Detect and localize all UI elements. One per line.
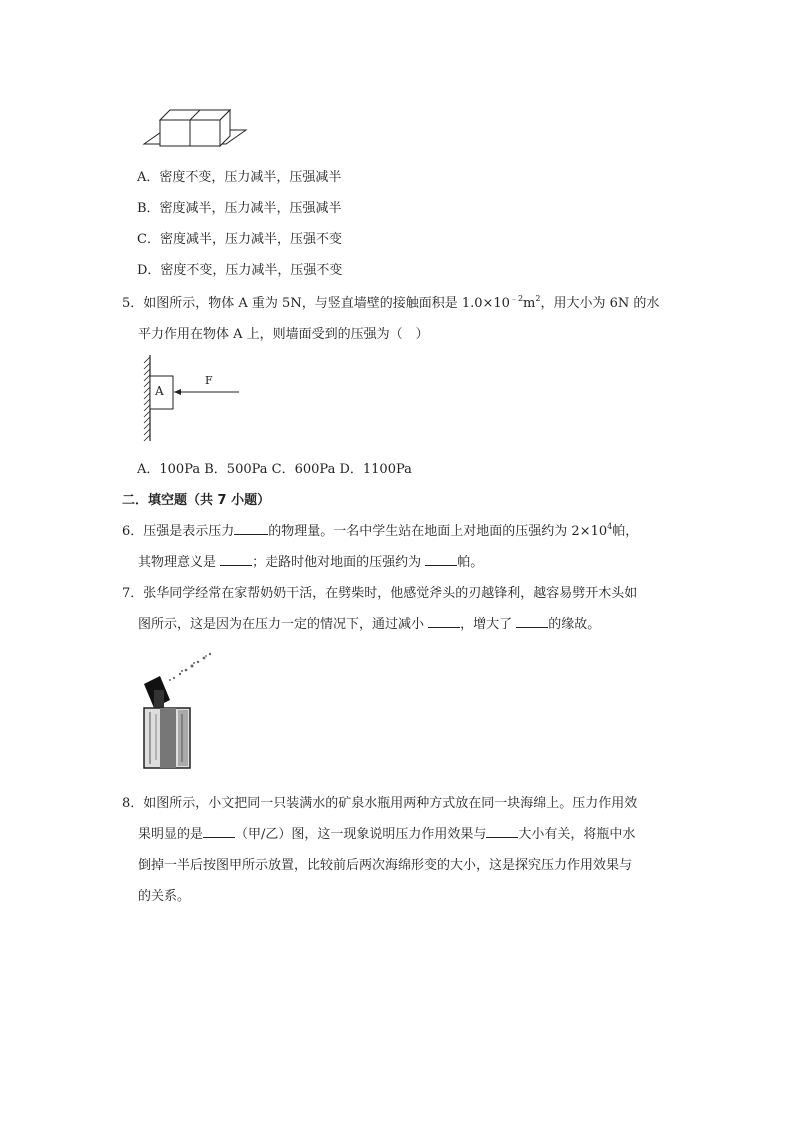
q4-option-b: B．密度减半，压力减半，压强减半 <box>137 201 342 216</box>
q5-line-2: 平力作用在物体 A 上，则墙面受到的压强为（ ） <box>138 327 429 342</box>
q4-option-d: D．密度不变，压力减半，压强不变 <box>137 263 343 278</box>
answer-blank[interactable] <box>428 615 460 628</box>
answer-blank[interactable] <box>203 825 235 838</box>
section-heading: 二．填空题（共 7 小题） <box>122 493 271 508</box>
answer-blank[interactable] <box>234 522 268 535</box>
q7-line-1: 7．张华同学经常在家帮奶奶干活，在劈柴时，他感觉斧头的刃越锋利，越容易劈开木头如 <box>122 586 638 601</box>
q8-line-2: 果明显的是 （甲/乙）图，这一现象说明压力作用效果与 大小有关，将瓶中水 <box>138 827 636 842</box>
q8-line-3: 倒掉一半后按图甲所示放置，比较前后两次海绵形变的大小，这是探究压力作用效果与 <box>138 858 633 873</box>
axe-wood-figure <box>136 650 221 772</box>
two-cubes-figure <box>140 104 250 148</box>
force-label-f: F <box>205 374 213 387</box>
wall-block-figure <box>138 355 248 445</box>
q5-line-1: 5．如图所示，物体 A 重为 5N，与竖直墙壁的接触面积是 $1.0\times 10^{﹣2}m^2$，用大小为 6N 的水 <box>122 294 660 311</box>
answer-blank[interactable] <box>425 553 457 566</box>
q6-line-1: 6．压强是表示压力 的物理量。一名中学生站在地面上对地面的压强约为 $2\times 10^4$帕， <box>122 522 639 539</box>
q8-line-4: 的关系。 <box>138 889 191 904</box>
answer-blank[interactable] <box>516 615 548 628</box>
block-label-a: A <box>155 384 164 398</box>
q5-options: A．100Pa B．500Pa C．600Pa D．1100Pa <box>137 462 412 477</box>
answer-blank[interactable] <box>220 553 252 566</box>
q8-line-1: 8．如图所示，小文把同一只装满水的矿泉水瓶用两种方式放在同一块海绵上。压力作用效 <box>122 796 638 811</box>
q4-option-a: A．密度不变，压力减半，压强减半 <box>137 170 342 185</box>
q6-line-2: 其物理意义是 ；走路时他对地面的压强约为 帕。 <box>138 555 484 570</box>
answer-blank[interactable] <box>486 825 518 838</box>
q7-line-2: 图所示，这是因为在压力一定的情况下，通过减小 ，增大了 的缘故。 <box>138 617 601 632</box>
q4-option-c: C．密度减半，压力减半，压强不变 <box>137 232 342 247</box>
